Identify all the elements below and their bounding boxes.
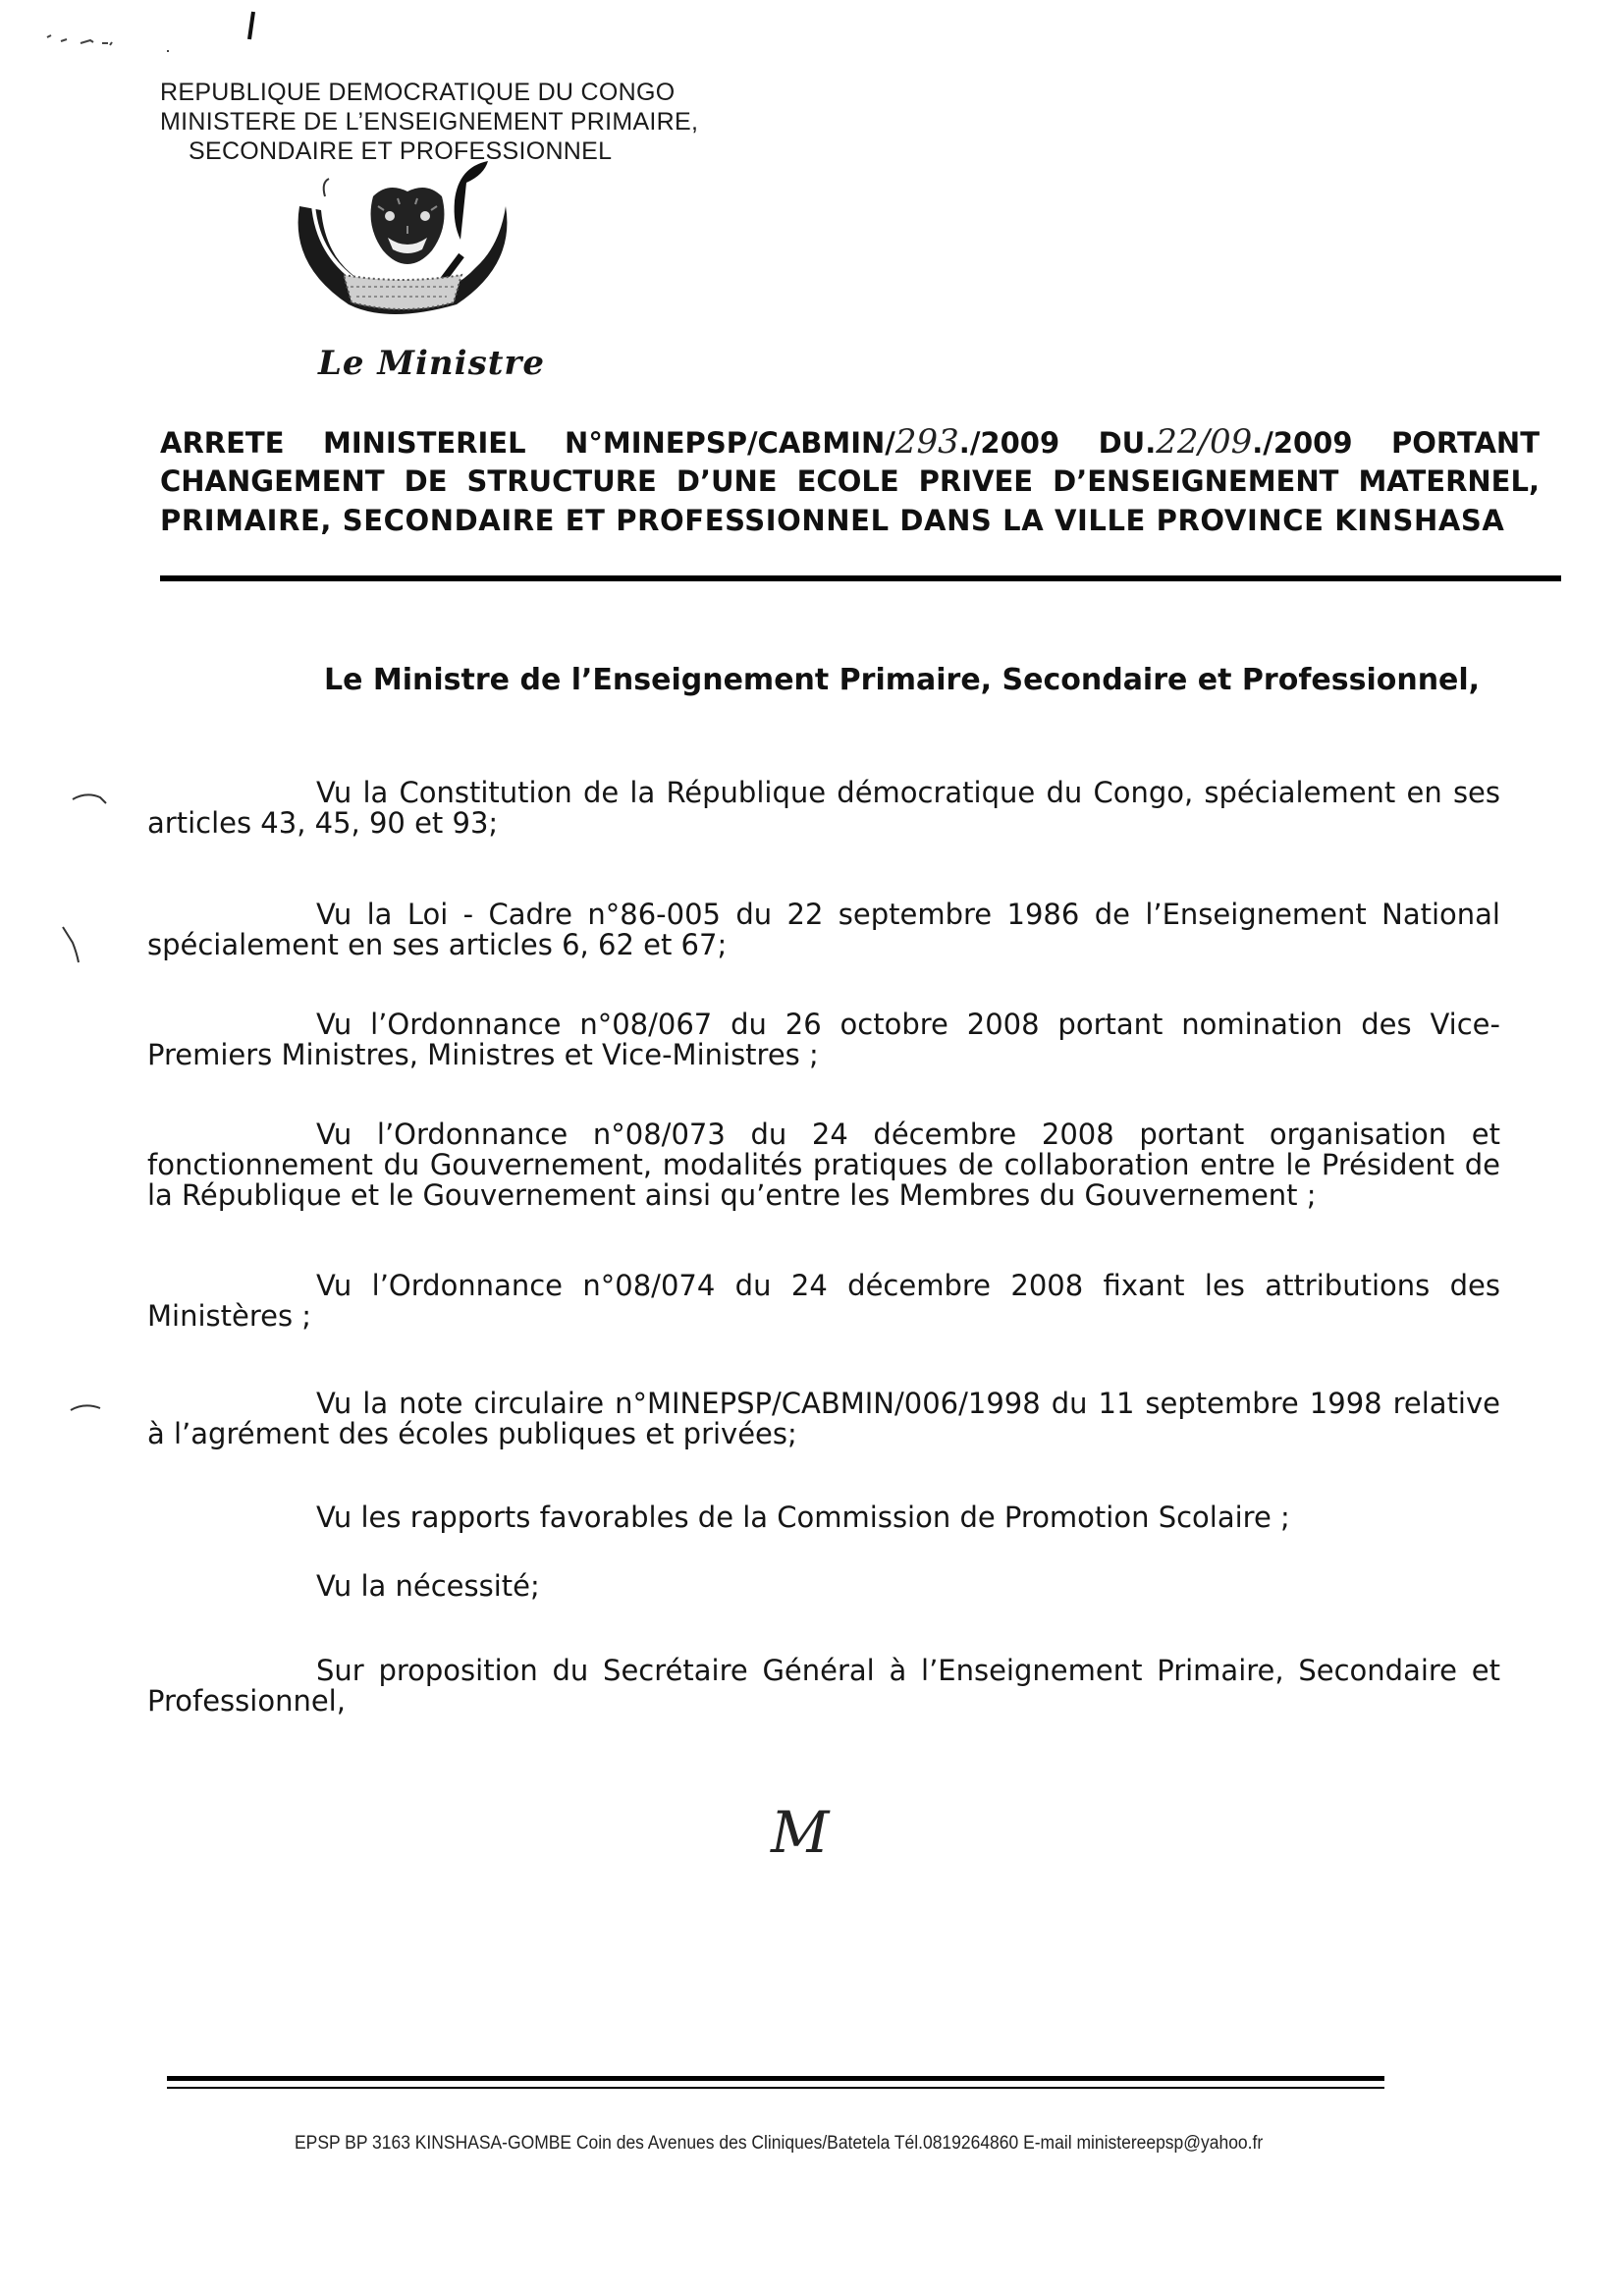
decree-title-line1 [160,424,1540,461]
minister-label: Le Ministre [318,344,545,383]
consideration-necessite: Vu la nécessité; [316,1569,540,1603]
consideration-ordonnance-073: Vu l’Ordonnance n°08/073 du 24 décembre 2008 portant organisation et fonctionnement du Gouvernement, modalités pratiques de collaboration entre le Président de la République et le Gouvernement ainsi qu’entre les Membres du Gouvernement ; [147,1118,1500,1212]
margin-mark-2 [55,921,94,970]
handwritten-initials: M [771,1799,830,1866]
title-text-part1: ARRETE MINISTERIEL N°MINEPSP/CABMIN/ [160,426,895,460]
consideration-constitution: Vu la Constitution de la République démocratique du Congo, spécialement en ses articles 43, 45, 90 et 93; [147,776,1500,840]
ministry-name-line2: SECONDAIRE ET PROFESSIONNEL [189,137,613,165]
decree-title-line3: PRIMAIRE, SECONDAIRE ET PROFESSIONNEL DANS LA VILLE PROVINCE KINSHASA [160,504,1505,537]
footer-rule-thick [167,2076,1384,2081]
handwritten-decree-date: 22/09 [1156,422,1253,462]
consideration-ordonnance-074: Vu l’Ordonnance n°08/074 du 24 décembre 2008 fixant les attributions des Ministères ; [147,1269,1500,1333]
coat-of-arms-icon [270,157,535,354]
ministry-name-line1: MINISTERE DE L’ENSEIGNEMENT PRIMAIRE, [160,108,699,136]
consideration-ordonnance-067: Vu l’Ordonnance n°08/067 du 26 octobre 2008 portant nomination des Vice-Premiers Ministres, Ministres et Vice-Ministres ; [147,1008,1500,1071]
country-name: REPUBLIQUE DEMOCRATIQUE DU CONGO [160,79,676,106]
footer-rule-thin [167,2087,1384,2089]
consideration-note-circulaire: Vu la note circulaire n°MINEPSP/CABMIN/006/1998 du 11 septembre 1998 relative à l’agrément des écoles publiques et privées; [147,1387,1500,1450]
title-text-part2: ./2009 DU. [958,426,1157,460]
minister-heading: Le Ministre de l’Enseignement Primaire, Secondaire et Professionnel, [324,663,1481,697]
margin-mark-3 [67,1396,116,1426]
handwritten-decree-number: 293 [894,422,959,462]
consideration-proposition: Sur proposition du Secrétaire Général à l’Enseignement Primaire, Secondaire et Professionnel, [147,1654,1500,1718]
scan-marks-top [39,8,265,57]
consideration-rapports: Vu les rapports favorables de la Commission de Promotion Scolaire ; [316,1501,1290,1534]
decree-title-line2: CHANGEMENT DE STRUCTURE D’UNE ECOLE PRIVEE D’ENSEIGNEMENT MATERNEL, [160,464,1540,498]
footer-contact: EPSP BP 3163 KINSHASA-GOMBE Coin des Avenues des Cliniques/Batetela Tél.0819264860 E-mail ministereepsp@yahoo.fr [295,2133,1264,2154]
consideration-loi-cadre: Vu la Loi - Cadre n°86-005 du 22 septembre 1986 de l’Enseignement National spécialement en ses articles 6, 62 et 67; [147,898,1500,961]
margin-mark-1 [69,786,118,815]
title-text-part3: ./2009 PORTANT [1252,426,1540,460]
title-underline [160,575,1561,581]
